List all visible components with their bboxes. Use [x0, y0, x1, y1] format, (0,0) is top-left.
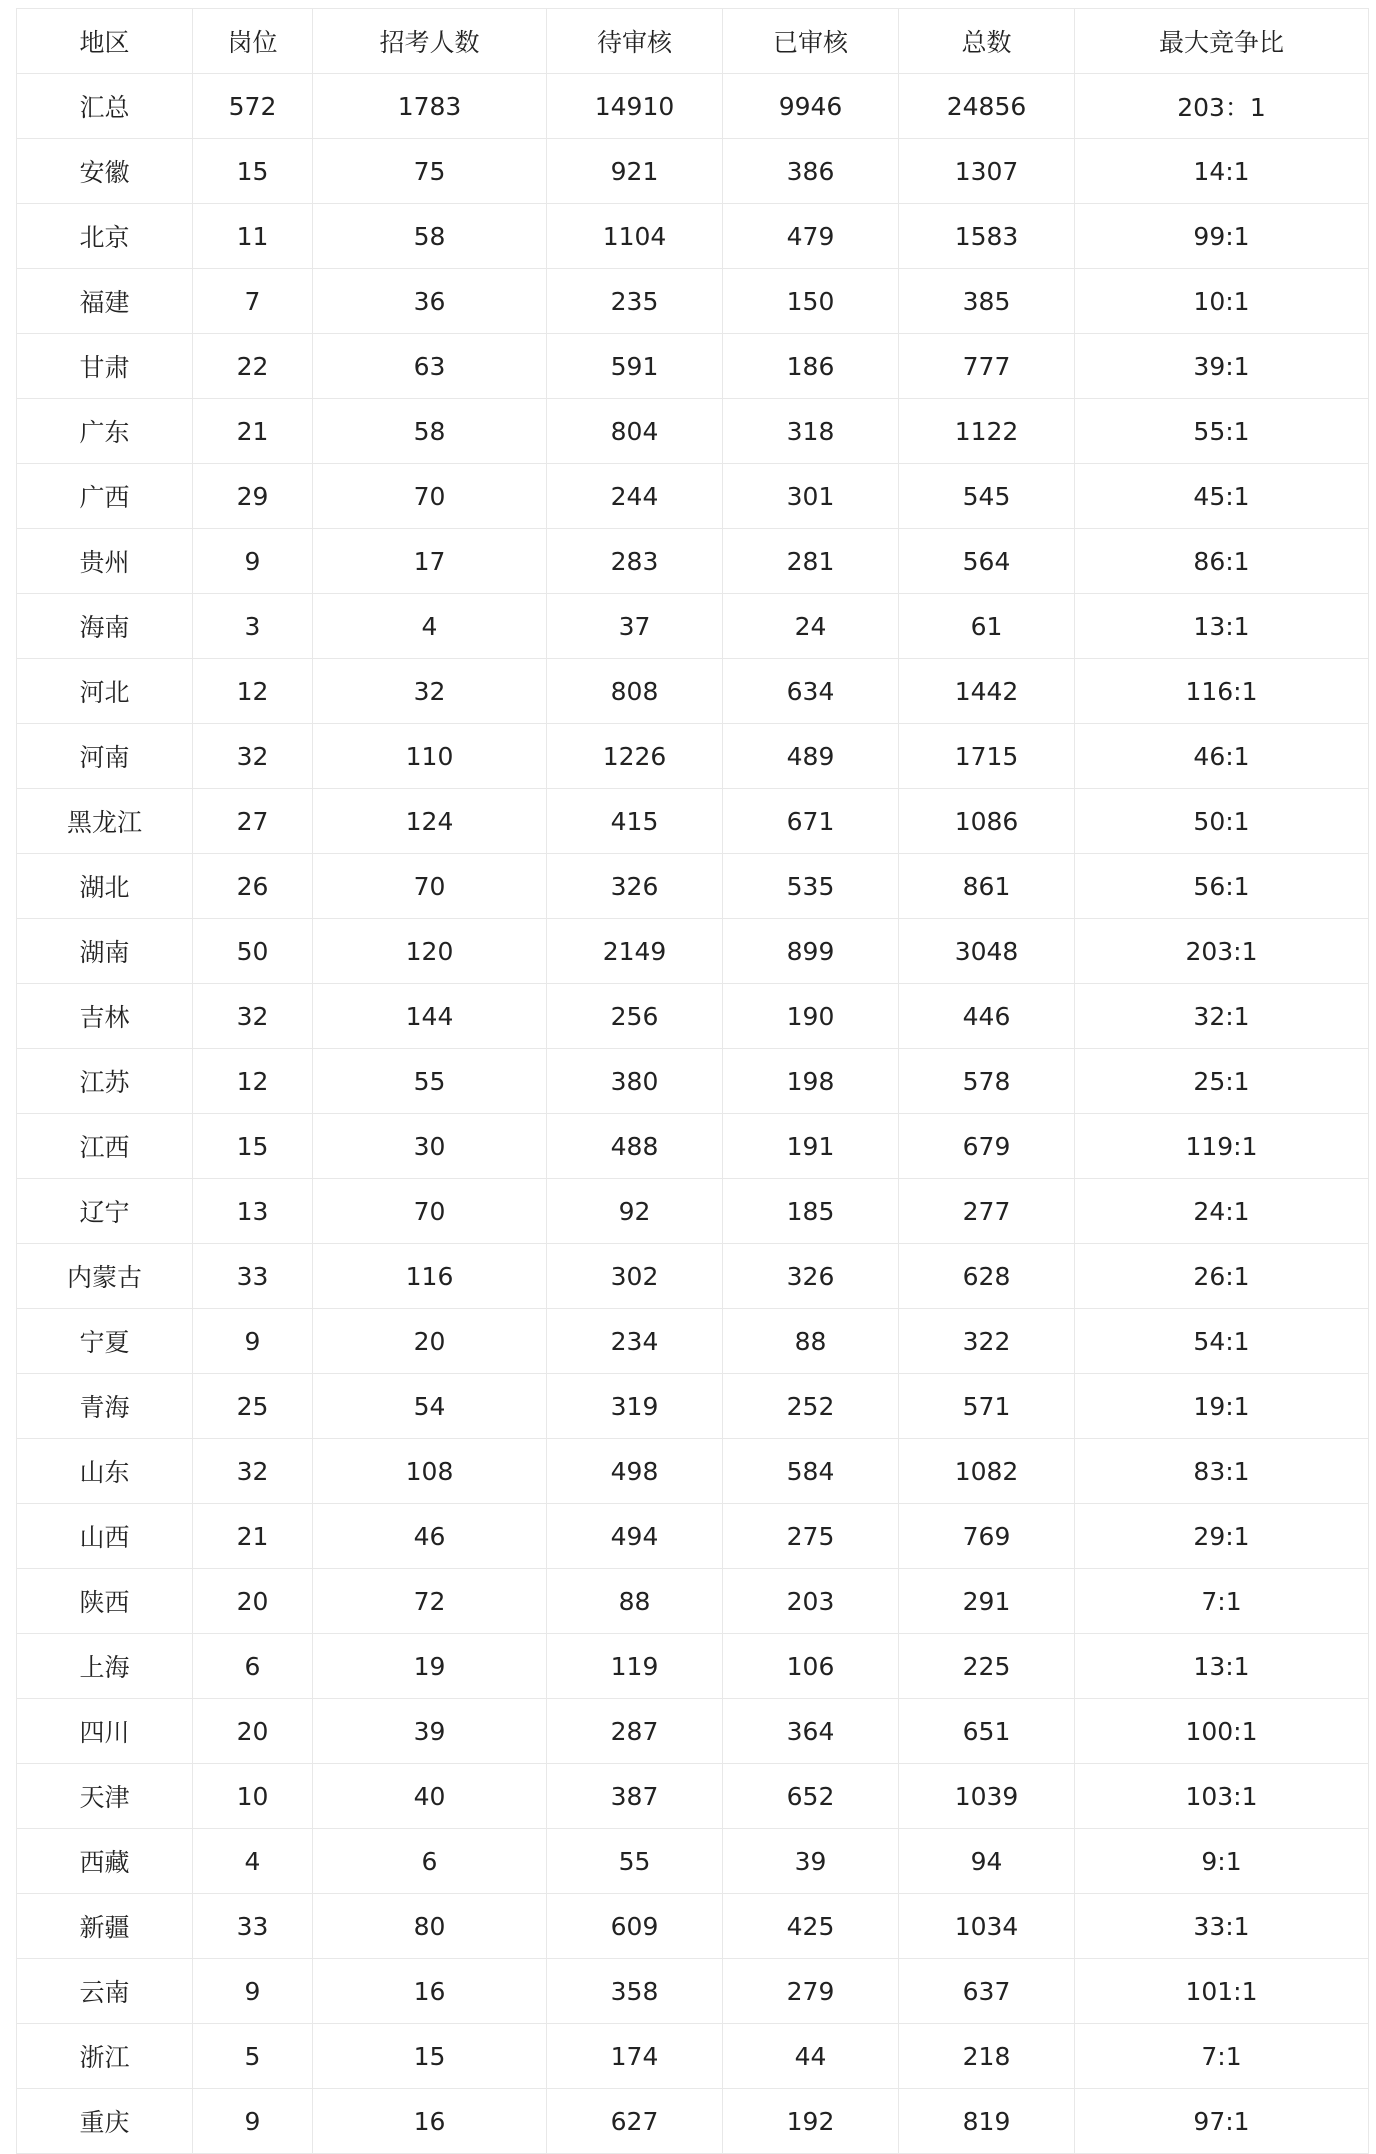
cell-region: 青海	[17, 1374, 193, 1439]
cell-total: 61	[899, 594, 1075, 659]
cell-positions: 20	[193, 1699, 313, 1764]
cell-positions: 6	[193, 1634, 313, 1699]
cell-positions: 32	[193, 1439, 313, 1504]
cell-region: 西藏	[17, 1829, 193, 1894]
cell-pending-review: 55	[547, 1829, 723, 1894]
cell-positions: 3	[193, 594, 313, 659]
cell-region: 黑龙江	[17, 789, 193, 854]
cell-positions: 5	[193, 2024, 313, 2089]
cell-total: 1034	[899, 1894, 1075, 1959]
cell-total: 1307	[899, 139, 1075, 204]
cell-positions: 11	[193, 204, 313, 269]
cell-pending-review: 302	[547, 1244, 723, 1309]
cell-region: 湖北	[17, 854, 193, 919]
cell-positions: 9	[193, 1959, 313, 2024]
cell-recruit-count: 4	[313, 594, 547, 659]
cell-region: 安徽	[17, 139, 193, 204]
cell-max-competition-ratio: 26:1	[1075, 1244, 1369, 1309]
cell-positions: 32	[193, 724, 313, 789]
table-row	[17, 1764, 1369, 1829]
cell-recruit-count: 70	[313, 1179, 547, 1244]
table-row	[17, 1504, 1369, 1569]
cell-region: 福建	[17, 269, 193, 334]
cell-region: 陕西	[17, 1569, 193, 1634]
table-row	[17, 984, 1369, 1049]
cell-positions: 12	[193, 659, 313, 724]
cell-max-competition-ratio: 19:1	[1075, 1374, 1369, 1439]
cell-region: 辽宁	[17, 1179, 193, 1244]
table-row	[17, 1569, 1369, 1634]
cell-max-competition-ratio: 45:1	[1075, 464, 1369, 529]
cell-reviewed: 279	[723, 1959, 899, 2024]
cell-recruit-count: 58	[313, 204, 547, 269]
cell-total: 446	[899, 984, 1075, 1049]
cell-region: 吉林	[17, 984, 193, 1049]
cell-total: 777	[899, 334, 1075, 399]
header-max-competition-ratio: 最大竞争比	[1075, 9, 1369, 74]
table-row	[17, 2024, 1369, 2089]
cell-reviewed: 584	[723, 1439, 899, 1504]
cell-total: 291	[899, 1569, 1075, 1634]
cell-region: 贵州	[17, 529, 193, 594]
cell-total: 1082	[899, 1439, 1075, 1504]
cell-region: 上海	[17, 1634, 193, 1699]
cell-region: 内蒙古	[17, 1244, 193, 1309]
cell-pending-review: 804	[547, 399, 723, 464]
cell-reviewed: 88	[723, 1309, 899, 1374]
cell-max-competition-ratio: 33:1	[1075, 1894, 1369, 1959]
table-header	[17, 9, 1369, 74]
cell-pending-review: 234	[547, 1309, 723, 1374]
cell-total: 3048	[899, 919, 1075, 984]
table-row	[17, 1959, 1369, 2024]
cell-positions: 26	[193, 854, 313, 919]
cell-region: 甘肃	[17, 334, 193, 399]
cell-total: 94	[899, 1829, 1075, 1894]
cell-reviewed: 634	[723, 659, 899, 724]
cell-recruit-count: 124	[313, 789, 547, 854]
table-row	[17, 464, 1369, 529]
cell-max-competition-ratio: 25:1	[1075, 1049, 1369, 1114]
cell-region: 广东	[17, 399, 193, 464]
cell-total: 545	[899, 464, 1075, 529]
cell-total: 1086	[899, 789, 1075, 854]
cell-positions: 27	[193, 789, 313, 854]
cell-recruit-count: 1783	[313, 74, 547, 139]
cell-reviewed: 899	[723, 919, 899, 984]
cell-reviewed: 364	[723, 1699, 899, 1764]
cell-max-competition-ratio: 100:1	[1075, 1699, 1369, 1764]
cell-region: 重庆	[17, 2089, 193, 2154]
cell-reviewed: 326	[723, 1244, 899, 1309]
table-row	[17, 139, 1369, 204]
cell-recruit-count: 16	[313, 2089, 547, 2154]
cell-total: 1715	[899, 724, 1075, 789]
cell-region: 云南	[17, 1959, 193, 2024]
table-row	[17, 854, 1369, 919]
cell-max-competition-ratio: 55:1	[1075, 399, 1369, 464]
cell-pending-review: 37	[547, 594, 723, 659]
cell-max-competition-ratio: 10:1	[1075, 269, 1369, 334]
cell-positions: 50	[193, 919, 313, 984]
cell-pending-review: 326	[547, 854, 723, 919]
cell-recruit-count: 46	[313, 1504, 547, 1569]
cell-total: 1442	[899, 659, 1075, 724]
cell-pending-review: 88	[547, 1569, 723, 1634]
cell-total: 628	[899, 1244, 1075, 1309]
table-row	[17, 1439, 1369, 1504]
cell-reviewed: 192	[723, 2089, 899, 2154]
cell-positions: 10	[193, 1764, 313, 1829]
cell-region: 山西	[17, 1504, 193, 1569]
cell-recruit-count: 80	[313, 1894, 547, 1959]
cell-pending-review: 591	[547, 334, 723, 399]
cell-pending-review: 808	[547, 659, 723, 724]
cell-recruit-count: 30	[313, 1114, 547, 1179]
cell-positions: 29	[193, 464, 313, 529]
cell-total: 651	[899, 1699, 1075, 1764]
cell-region: 四川	[17, 1699, 193, 1764]
cell-positions: 22	[193, 334, 313, 399]
cell-recruit-count: 32	[313, 659, 547, 724]
cell-region: 天津	[17, 1764, 193, 1829]
cell-reviewed: 386	[723, 139, 899, 204]
cell-pending-review: 387	[547, 1764, 723, 1829]
cell-recruit-count: 54	[313, 1374, 547, 1439]
cell-reviewed: 281	[723, 529, 899, 594]
cell-positions: 21	[193, 399, 313, 464]
cell-max-competition-ratio: 14:1	[1075, 139, 1369, 204]
cell-pending-review: 14910	[547, 74, 723, 139]
cell-positions: 7	[193, 269, 313, 334]
cell-recruit-count: 40	[313, 1764, 547, 1829]
cell-recruit-count: 36	[313, 269, 547, 334]
table-row	[17, 1179, 1369, 1244]
cell-max-competition-ratio: 101:1	[1075, 1959, 1369, 2024]
cell-pending-review: 921	[547, 139, 723, 204]
cell-region: 河南	[17, 724, 193, 789]
cell-reviewed: 185	[723, 1179, 899, 1244]
table-row	[17, 1829, 1369, 1894]
cell-pending-review: 92	[547, 1179, 723, 1244]
cell-pending-review: 415	[547, 789, 723, 854]
cell-pending-review: 174	[547, 2024, 723, 2089]
cell-pending-review: 256	[547, 984, 723, 1049]
cell-pending-review: 494	[547, 1504, 723, 1569]
cell-max-competition-ratio: 99:1	[1075, 204, 1369, 269]
cell-region: 山东	[17, 1439, 193, 1504]
cell-max-competition-ratio: 13:1	[1075, 594, 1369, 659]
cell-reviewed: 39	[723, 1829, 899, 1894]
cell-positions: 33	[193, 1244, 313, 1309]
cell-reviewed: 44	[723, 2024, 899, 2089]
cell-reviewed: 318	[723, 399, 899, 464]
cell-positions: 20	[193, 1569, 313, 1634]
table-row	[17, 74, 1369, 139]
cell-reviewed: 106	[723, 1634, 899, 1699]
cell-region: 宁夏	[17, 1309, 193, 1374]
header-row	[17, 9, 1369, 74]
cell-total: 322	[899, 1309, 1075, 1374]
table-row	[17, 1244, 1369, 1309]
data-table-container	[16, 8, 1368, 2154]
table-row	[17, 1634, 1369, 1699]
cell-pending-review: 119	[547, 1634, 723, 1699]
cell-reviewed: 652	[723, 1764, 899, 1829]
cell-total: 225	[899, 1634, 1075, 1699]
table-row	[17, 594, 1369, 659]
cell-pending-review: 319	[547, 1374, 723, 1439]
cell-positions: 4	[193, 1829, 313, 1894]
cell-positions: 9	[193, 1309, 313, 1374]
cell-recruit-count: 55	[313, 1049, 547, 1114]
table-row	[17, 1894, 1369, 1959]
cell-max-competition-ratio: 54:1	[1075, 1309, 1369, 1374]
cell-pending-review: 627	[547, 2089, 723, 2154]
cell-pending-review: 1226	[547, 724, 723, 789]
cell-pending-review: 488	[547, 1114, 723, 1179]
cell-total: 564	[899, 529, 1075, 594]
header-region: 地区	[17, 9, 193, 74]
cell-reviewed: 198	[723, 1049, 899, 1114]
cell-total: 571	[899, 1374, 1075, 1439]
table-row	[17, 529, 1369, 594]
cell-positions: 32	[193, 984, 313, 1049]
cell-max-competition-ratio: 203:1	[1075, 919, 1369, 984]
cell-pending-review: 1104	[547, 204, 723, 269]
cell-region: 汇总	[17, 74, 193, 139]
cell-pending-review: 283	[547, 529, 723, 594]
cell-region: 广西	[17, 464, 193, 529]
cell-recruit-count: 16	[313, 1959, 547, 2024]
cell-recruit-count: 19	[313, 1634, 547, 1699]
cell-total: 578	[899, 1049, 1075, 1114]
cell-positions: 15	[193, 139, 313, 204]
cell-recruit-count: 108	[313, 1439, 547, 1504]
cell-recruit-count: 110	[313, 724, 547, 789]
cell-positions: 33	[193, 1894, 313, 1959]
cell-pending-review: 380	[547, 1049, 723, 1114]
cell-region: 江西	[17, 1114, 193, 1179]
cell-reviewed: 275	[723, 1504, 899, 1569]
cell-max-competition-ratio: 13:1	[1075, 1634, 1369, 1699]
table-row	[17, 399, 1369, 464]
cell-pending-review: 287	[547, 1699, 723, 1764]
cell-reviewed: 479	[723, 204, 899, 269]
cell-reviewed: 24	[723, 594, 899, 659]
cell-max-competition-ratio: 9:1	[1075, 1829, 1369, 1894]
cell-recruit-count: 72	[313, 1569, 547, 1634]
cell-max-competition-ratio: 32:1	[1075, 984, 1369, 1049]
cell-recruit-count: 70	[313, 854, 547, 919]
cell-recruit-count: 70	[313, 464, 547, 529]
cell-region: 北京	[17, 204, 193, 269]
cell-region: 新疆	[17, 1894, 193, 1959]
cell-pending-review: 2149	[547, 919, 723, 984]
cell-reviewed: 150	[723, 269, 899, 334]
table-row	[17, 919, 1369, 984]
cell-recruit-count: 75	[313, 139, 547, 204]
table-row	[17, 1049, 1369, 1114]
cell-reviewed: 425	[723, 1894, 899, 1959]
cell-total: 1122	[899, 399, 1075, 464]
cell-region: 江苏	[17, 1049, 193, 1114]
cell-reviewed: 252	[723, 1374, 899, 1439]
cell-max-competition-ratio: 119:1	[1075, 1114, 1369, 1179]
cell-total: 277	[899, 1179, 1075, 1244]
cell-max-competition-ratio: 29:1	[1075, 1504, 1369, 1569]
table-row	[17, 1114, 1369, 1179]
cell-recruit-count: 63	[313, 334, 547, 399]
cell-max-competition-ratio: 7:1	[1075, 1569, 1369, 1634]
header-reviewed: 已审核	[723, 9, 899, 74]
cell-max-competition-ratio: 83:1	[1075, 1439, 1369, 1504]
cell-positions: 9	[193, 529, 313, 594]
cell-reviewed: 191	[723, 1114, 899, 1179]
cell-max-competition-ratio: 203：1	[1075, 74, 1369, 139]
cell-max-competition-ratio: 56:1	[1075, 854, 1369, 919]
cell-recruit-count: 17	[313, 529, 547, 594]
cell-region: 湖南	[17, 919, 193, 984]
table-row	[17, 1699, 1369, 1764]
cell-pending-review: 235	[547, 269, 723, 334]
cell-max-competition-ratio: 46:1	[1075, 724, 1369, 789]
table-row	[17, 659, 1369, 724]
cell-total: 385	[899, 269, 1075, 334]
header-total: 总数	[899, 9, 1075, 74]
cell-reviewed: 301	[723, 464, 899, 529]
cell-total: 861	[899, 854, 1075, 919]
cell-reviewed: 190	[723, 984, 899, 1049]
table-row	[17, 269, 1369, 334]
table-row	[17, 1309, 1369, 1374]
cell-total: 819	[899, 2089, 1075, 2154]
header-pending-review: 待审核	[547, 9, 723, 74]
table-row	[17, 1374, 1369, 1439]
cell-positions: 572	[193, 74, 313, 139]
table-row	[17, 334, 1369, 399]
cell-recruit-count: 120	[313, 919, 547, 984]
cell-max-competition-ratio: 7:1	[1075, 2024, 1369, 2089]
cell-recruit-count: 58	[313, 399, 547, 464]
recruitment-stats-table	[16, 8, 1369, 2154]
cell-reviewed: 186	[723, 334, 899, 399]
cell-recruit-count: 144	[313, 984, 547, 1049]
cell-recruit-count: 39	[313, 1699, 547, 1764]
cell-positions: 21	[193, 1504, 313, 1569]
cell-recruit-count: 20	[313, 1309, 547, 1374]
cell-max-competition-ratio: 50:1	[1075, 789, 1369, 854]
cell-total: 679	[899, 1114, 1075, 1179]
header-positions: 岗位	[193, 9, 313, 74]
cell-reviewed: 489	[723, 724, 899, 789]
cell-pending-review: 609	[547, 1894, 723, 1959]
cell-reviewed: 535	[723, 854, 899, 919]
header-recruit-count: 招考人数	[313, 9, 547, 74]
cell-total: 769	[899, 1504, 1075, 1569]
cell-positions: 12	[193, 1049, 313, 1114]
cell-max-competition-ratio: 24:1	[1075, 1179, 1369, 1244]
cell-total: 1039	[899, 1764, 1075, 1829]
cell-reviewed: 9946	[723, 74, 899, 139]
cell-region: 浙江	[17, 2024, 193, 2089]
cell-max-competition-ratio: 103:1	[1075, 1764, 1369, 1829]
table-row	[17, 724, 1369, 789]
cell-recruit-count: 116	[313, 1244, 547, 1309]
cell-total: 637	[899, 1959, 1075, 2024]
cell-positions: 13	[193, 1179, 313, 1244]
cell-pending-review: 358	[547, 1959, 723, 2024]
cell-total: 1583	[899, 204, 1075, 269]
cell-positions: 9	[193, 2089, 313, 2154]
table-row	[17, 2089, 1369, 2154]
cell-total: 24856	[899, 74, 1075, 139]
cell-total: 218	[899, 2024, 1075, 2089]
cell-pending-review: 498	[547, 1439, 723, 1504]
cell-pending-review: 244	[547, 464, 723, 529]
cell-max-competition-ratio: 116:1	[1075, 659, 1369, 724]
cell-positions: 15	[193, 1114, 313, 1179]
cell-reviewed: 203	[723, 1569, 899, 1634]
table-row	[17, 204, 1369, 269]
cell-recruit-count: 6	[313, 1829, 547, 1894]
cell-max-competition-ratio: 86:1	[1075, 529, 1369, 594]
cell-region: 海南	[17, 594, 193, 659]
cell-recruit-count: 15	[313, 2024, 547, 2089]
table-body	[17, 74, 1369, 2154]
cell-region: 河北	[17, 659, 193, 724]
cell-positions: 25	[193, 1374, 313, 1439]
cell-max-competition-ratio: 97:1	[1075, 2089, 1369, 2154]
table-row	[17, 789, 1369, 854]
cell-reviewed: 671	[723, 789, 899, 854]
cell-max-competition-ratio: 39:1	[1075, 334, 1369, 399]
